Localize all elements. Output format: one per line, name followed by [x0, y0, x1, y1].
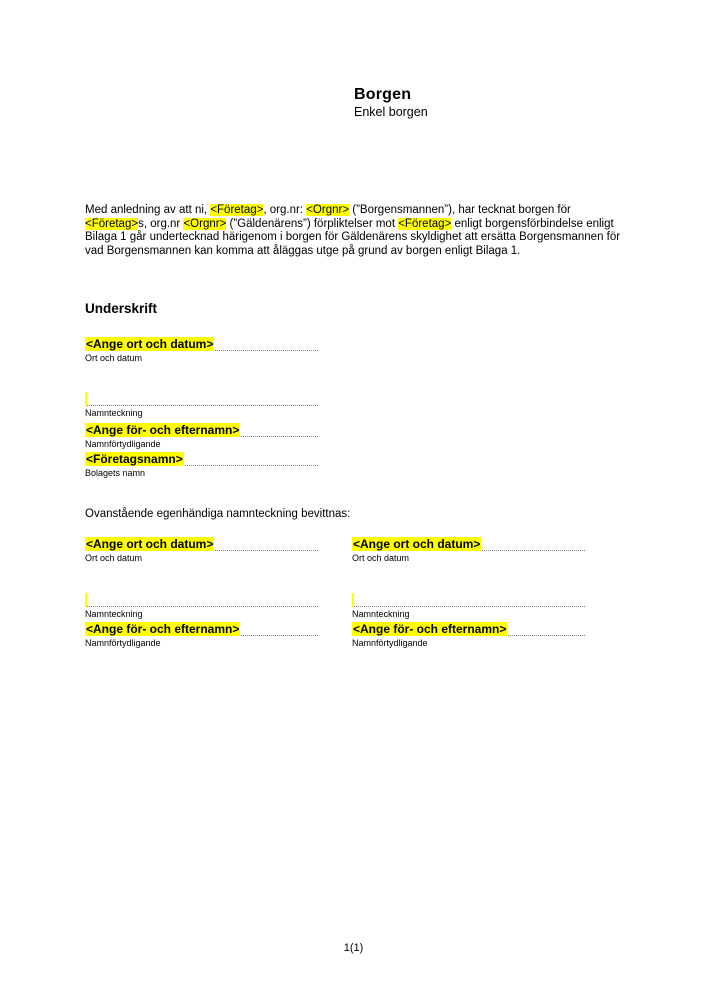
- witness-2-field-namnteckning: [352, 593, 585, 619]
- placeholder-orgnr-1[interactable]: <Orgnr>: [306, 204, 350, 216]
- intro-segment: , org.nr:: [263, 204, 307, 216]
- underskrift-field-foretagsnamn: [85, 452, 318, 478]
- witness-1-field-namnfortydligande: [85, 622, 318, 648]
- intro-segment: s, org.nr: [138, 217, 184, 230]
- field-label: Namnteckning: [85, 408, 143, 418]
- placeholder-ange-for-och-efternamn[interactable]: <Ange för- och efternamn>: [86, 622, 240, 636]
- witness-heading: Ovanstående egenhändiga namnteckning bevittnas:: [85, 508, 351, 520]
- underskrift-field-ort-och-datum: [85, 337, 318, 363]
- intro-paragraph: [85, 204, 624, 258]
- intro-segment: (”Borgensmannen”), har tecknat borgen för: [349, 204, 571, 216]
- placeholder-ange-ort-och-datum[interactable]: <Ange ort och datum>: [86, 337, 214, 351]
- field-label: Ort och datum: [85, 553, 143, 563]
- intro-segment: enligt borgensförbindelse enligt Bilaga 1 går undertecknad härigenom i borgen för Gäldenärens skyldighet att ersätta Borgensmannen för vad Borgensmannen kan komma att åläggas utge på grund av borgen enligt Bilaga 1.: [85, 217, 621, 257]
- intro-segment: Med anledning av att ni,: [85, 204, 211, 216]
- namnfortydligande-line[interactable]: [85, 423, 318, 437]
- field-label: Namnteckning: [352, 609, 410, 619]
- placeholder-ange-ort-och-datum[interactable]: <Ange ort och datum>: [353, 537, 481, 551]
- witness-2-field-namnfortydligande: [352, 622, 585, 648]
- underskrift-field-namnteckning: [85, 392, 318, 418]
- intro-segment: (”Gäldenärens”) förpliktelser mot: [226, 217, 399, 230]
- ort-och-datum-line[interactable]: [85, 337, 318, 351]
- placeholder-ange-for-och-efternamn[interactable]: <Ange för- och efternamn>: [353, 622, 507, 636]
- witness-2-field-ort-och-datum: [352, 537, 585, 563]
- placeholder-foretag-3[interactable]: <Företag>: [398, 217, 452, 230]
- witness-1-field-ort-och-datum: [85, 537, 318, 563]
- field-label: Namnförtydligande: [85, 638, 161, 648]
- namnteckning-signature-line[interactable]: [85, 593, 318, 607]
- witness-1-field-namnteckning: [85, 593, 318, 619]
- document-header: [354, 86, 428, 119]
- placeholder-ange-for-och-efternamn[interactable]: <Ange för- och efternamn>: [86, 423, 240, 437]
- placeholder-empty: [352, 593, 354, 607]
- field-label: Namnförtydligande: [352, 638, 428, 648]
- placeholder-empty: [85, 392, 87, 406]
- namnfortydligande-line[interactable]: [352, 622, 585, 636]
- page-number: 1(1): [343, 942, 364, 954]
- namnteckning-signature-line[interactable]: [85, 392, 318, 406]
- underskrift-field-namnfortydligande: [85, 423, 318, 449]
- placeholder-foretagsnamn[interactable]: <Företagsnamn>: [86, 452, 183, 466]
- placeholder-orgnr-2[interactable]: <Orgnr>: [183, 217, 227, 230]
- placeholder-foretag-2[interactable]: <Företag>: [85, 217, 139, 230]
- placeholder-foretag-1[interactable]: <Företag>: [210, 204, 264, 216]
- placeholder-empty: [85, 593, 87, 607]
- namnteckning-signature-line[interactable]: [352, 593, 585, 607]
- ort-och-datum-line[interactable]: [352, 537, 585, 551]
- namnfortydligande-line[interactable]: [85, 622, 318, 636]
- foretagsnamn-line[interactable]: [85, 452, 318, 466]
- document-subtitle: Enkel borgen: [354, 105, 428, 119]
- document-title: Borgen: [354, 86, 412, 103]
- field-label: Namnteckning: [85, 609, 143, 619]
- ort-och-datum-line[interactable]: [85, 537, 318, 551]
- field-label: Bolagets namn: [85, 468, 146, 478]
- placeholder-ange-ort-och-datum[interactable]: <Ange ort och datum>: [86, 537, 214, 551]
- field-label: Namnförtydligande: [85, 439, 161, 449]
- section-heading-underskrift: Underskrift: [85, 301, 158, 316]
- field-label: Ort och datum: [85, 353, 143, 363]
- field-label: Ort och datum: [352, 553, 410, 563]
